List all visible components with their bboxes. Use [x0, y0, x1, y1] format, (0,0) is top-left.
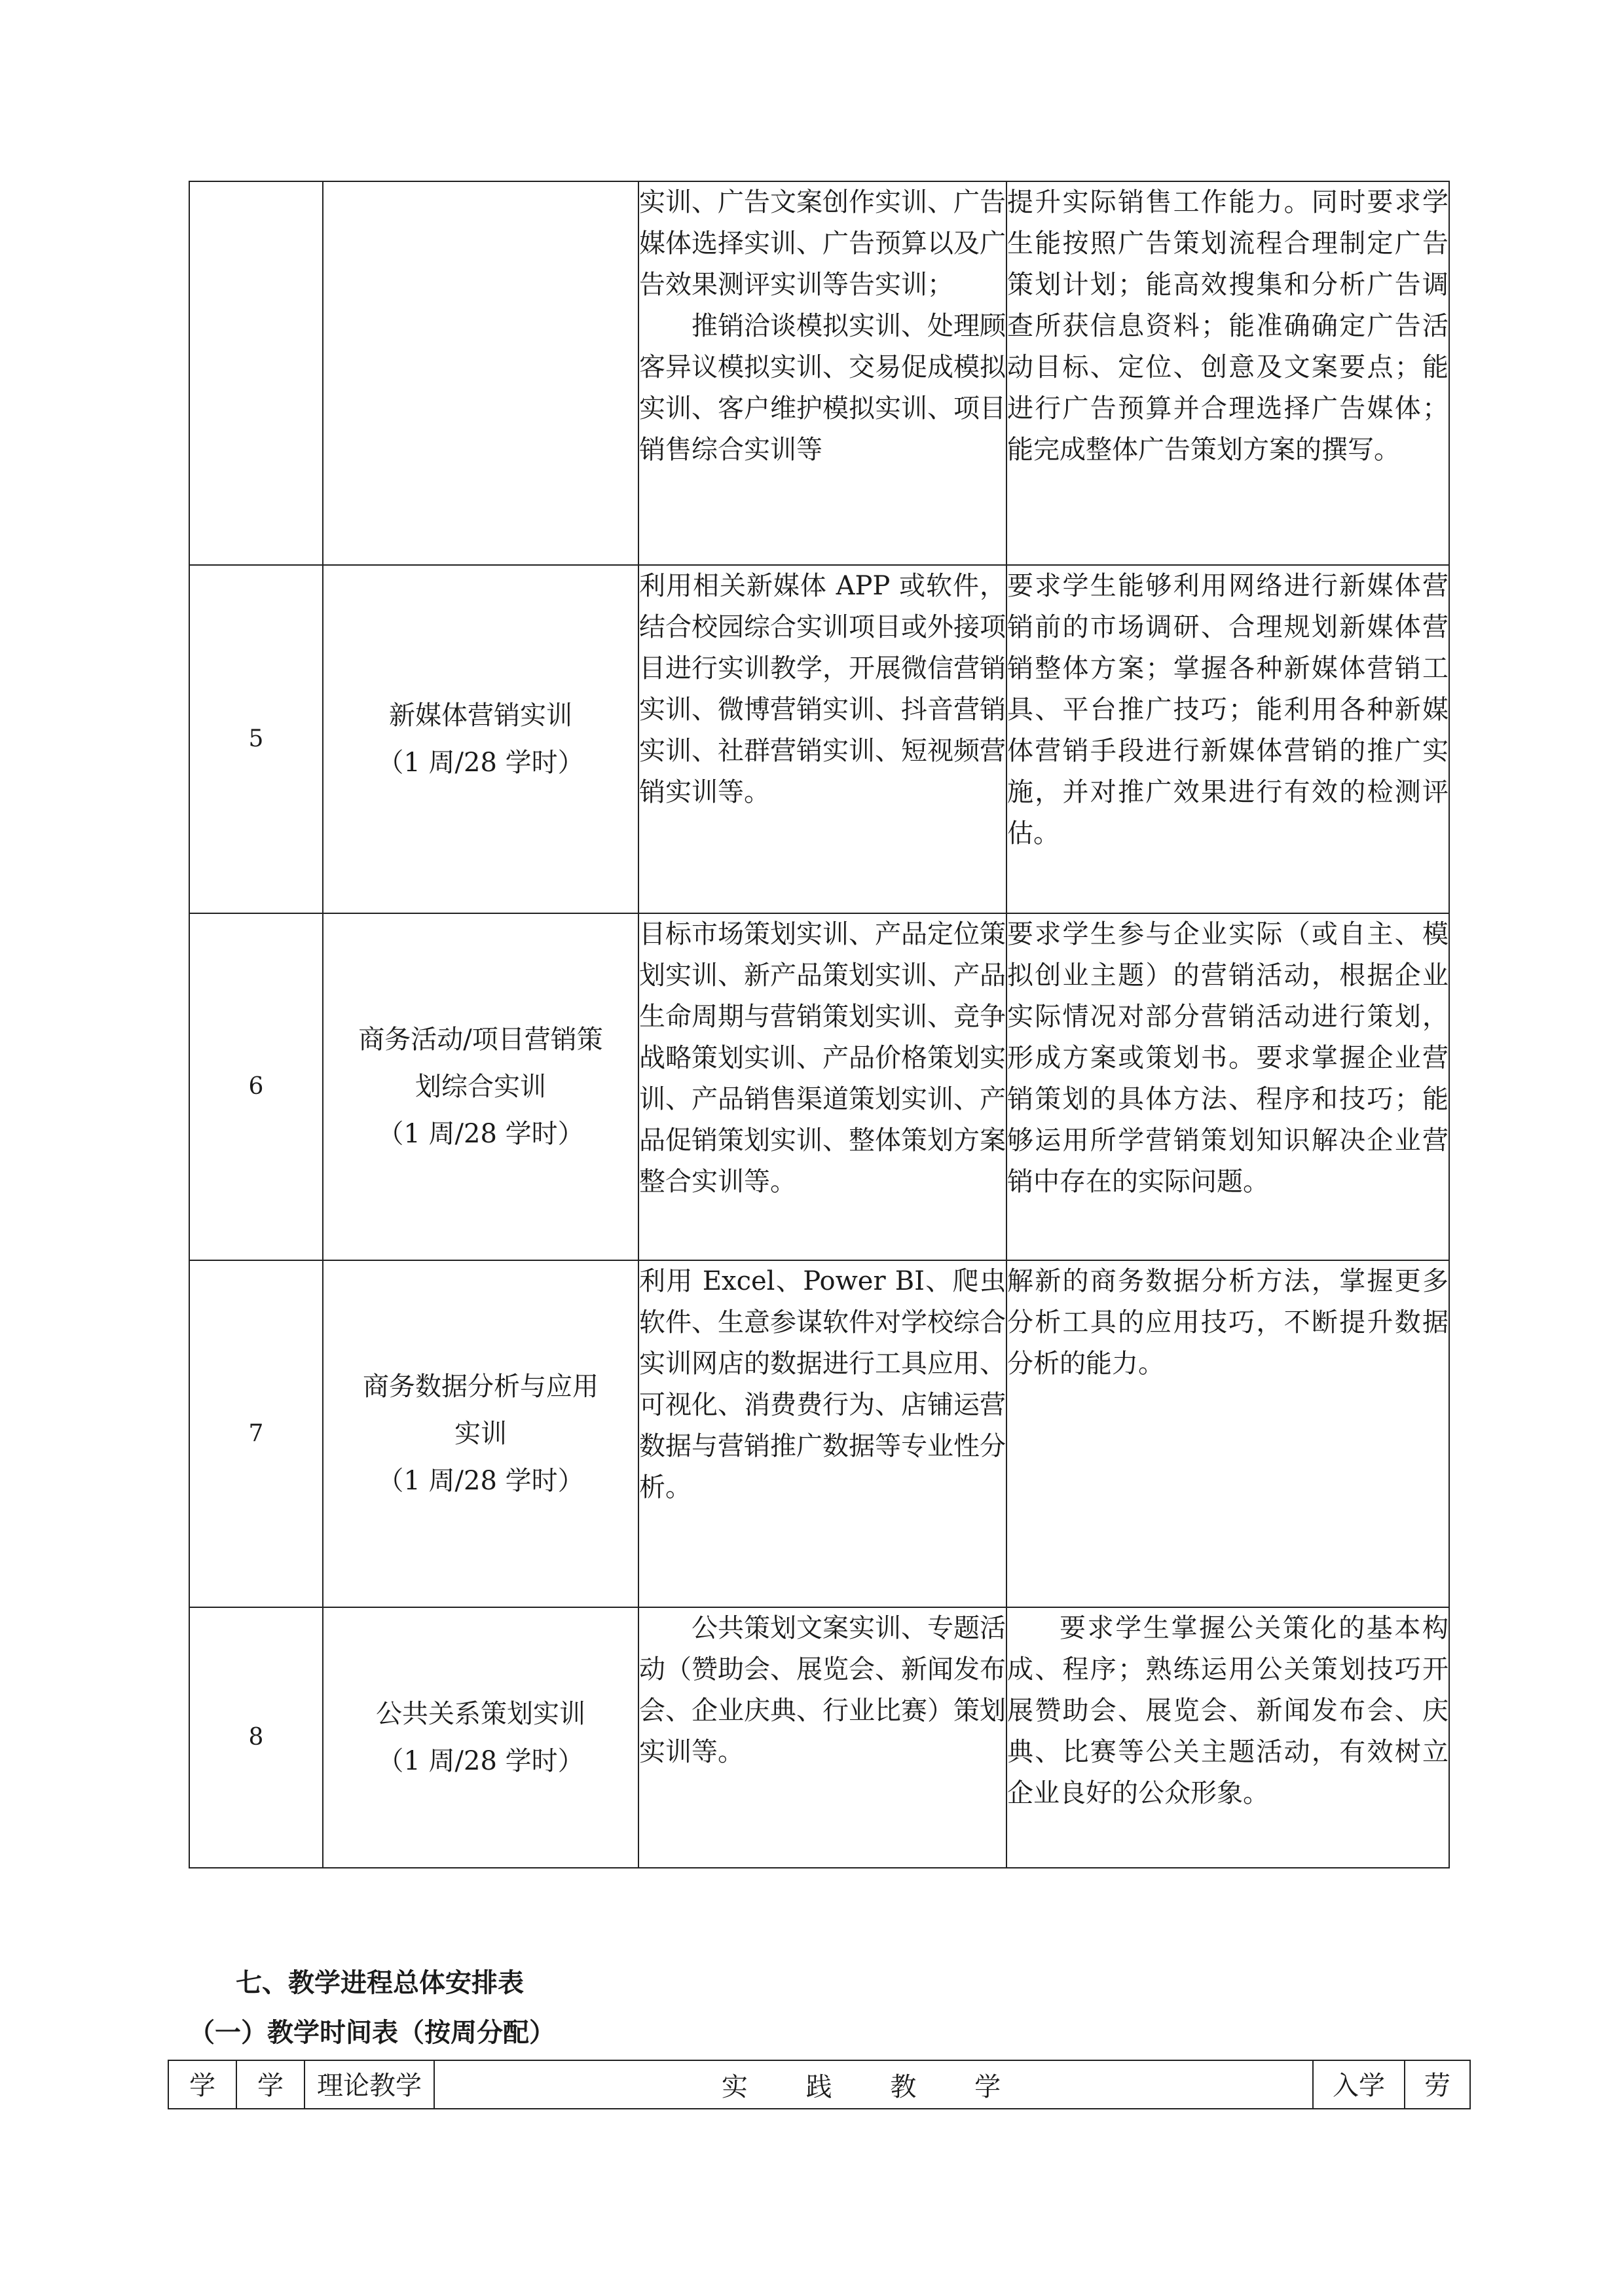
- course-name-cell: [323, 1607, 638, 1868]
- table-row: [189, 913, 1449, 1260]
- row-number-cell: 7: [189, 1260, 323, 1607]
- subsection-heading: （一）教学时间表（按周分配）: [189, 2017, 555, 2048]
- training-requirement-cell: [1006, 1260, 1449, 1607]
- row-number-cell: 8: [189, 1607, 323, 1868]
- requirement-paragraph: 要求学生参与企业实际（或自主、模拟创业主题）的营销活动，根据企业实际情况对部分营销活动进行策划，形成方案或策划书。要求掌握企业营销策划的具体方法、程序和技巧；能够运用所学营销策划知识解决企业营销中存在的实际问题。: [1007, 919, 1449, 1197]
- table-row: [189, 1607, 1449, 1868]
- header-cell-practice: 实 践 教 学: [434, 2060, 1313, 2109]
- header-cell-labor: 劳: [1405, 2060, 1470, 2109]
- training-requirement-cell: [1006, 181, 1449, 565]
- course-hours-line: （1 周/28 学时）: [377, 1119, 584, 1149]
- content-paragraph: 推销洽谈模拟实训、处理顾客异议模拟实训、交易促成模拟实训、客户维护模拟实训、项目销售综合实训等: [639, 311, 1006, 465]
- practical-training-table: [189, 181, 1450, 1868]
- course-name-cell: [323, 913, 638, 1260]
- requirement-paragraph: 解新的商务数据分析方法，掌握更多分析工具的应用技巧，不断提升数据分析的能力。: [1007, 1266, 1449, 1379]
- table-row: [189, 565, 1449, 913]
- course-name-line: 商务活动/项目营销策: [358, 1025, 603, 1055]
- course-name-line: 新媒体营销实训: [389, 701, 572, 731]
- course-name-cell: [323, 565, 638, 913]
- section-heading: 七、教学进程总体安排表: [236, 1967, 524, 1998]
- row-number-cell: [189, 181, 323, 565]
- content-paragraph: 实训、广告文案创作实训、广告媒体选择实训、广告预算以及广告效果测评实训等告实训；: [639, 187, 1006, 300]
- requirement-paragraph: 提升实际销售工作能力。同时要求学生能按照广告策划流程合理制定广告策划计划；能高效搜集和分析广告调查所获信息资料；能准确确定广告活动目标、定位、创意及文案要点；能进行广告预算并合理选择广告媒体；能完成整体广告策划方案的撰写。: [1007, 187, 1449, 465]
- course-name-line: 实训: [454, 1419, 507, 1449]
- course-name-cell: [323, 181, 638, 565]
- course-hours-line: （1 周/28 学时）: [377, 1746, 584, 1776]
- header-cell-theory: 理论教学: [304, 2060, 434, 2109]
- table-row: [189, 181, 1449, 565]
- training-content-cell: [638, 565, 1006, 913]
- content-paragraph: 利用相关新媒体 APP 或软件，结合校园综合实训项目或外接项目进行实训教学，开展微信营销实训、微博营销实训、抖音营销实训、社群营销实训、短视频营销实训等。: [639, 571, 1006, 807]
- table-row: [189, 1260, 1449, 1607]
- row-number-cell: 5: [189, 565, 323, 913]
- training-requirement-cell: [1006, 1607, 1449, 1868]
- course-name-line: 划综合实训: [415, 1072, 546, 1102]
- training-requirement-cell: [1006, 565, 1449, 913]
- training-content-cell: [638, 913, 1006, 1260]
- header-cell: 学: [168, 2060, 236, 2109]
- header-cell-enrollment: 入学: [1313, 2060, 1405, 2109]
- table-header-row: [168, 2060, 1470, 2109]
- content-paragraph: 公共策划文案实训、专题活动（赞助会、展览会、新闻发布会、企业庆典、行业比赛）策划实训等。: [639, 1613, 1006, 1767]
- course-hours-line: （1 周/28 学时）: [377, 748, 584, 778]
- course-name-line: 商务数据分析与应用: [363, 1372, 599, 1402]
- training-content-cell: [638, 1260, 1006, 1607]
- course-hours-line: （1 周/28 学时）: [377, 1466, 584, 1496]
- training-content-cell: [638, 1607, 1006, 1868]
- requirement-paragraph: 要求学生掌握公关策化的基本构成、程序；熟练运用公关策划技巧开展赞助会、展览会、新闻发布会、庆典、比赛等公关主题活动，有效树立企业良好的公众形象。: [1007, 1613, 1449, 1808]
- requirement-paragraph: 要求学生能够利用网络进行新媒体营销前的市场调研、合理规划新媒体营销整体方案；掌握各种新媒体营销工具、平台推广技巧；能利用各种新媒体营销手段进行新媒体营销的推广实施，并对推广效果进行有效的检测评估。: [1007, 571, 1449, 848]
- content-paragraph: 利用 Excel、Power BI、爬虫软件、生意参谋软件对学校综合实训网店的数据进行工具应用、可视化、消费费行为、店铺运营数据与营销推广数据等专业性分析。: [639, 1266, 1006, 1503]
- training-requirement-cell: [1006, 913, 1449, 1260]
- content-paragraph: 目标市场策划实训、产品定位策划实训、新产品策划实训、产品生命周期与营销策划实训、竞争战略策划实训、产品价格策划实训、产品销售渠道策划实训、产品促销策划实训、整体策划方案整合实训等。: [639, 919, 1006, 1197]
- course-name-line: 公共关系策划实训: [376, 1699, 585, 1729]
- course-name-cell: [323, 1260, 638, 1607]
- teaching-schedule-table: [168, 2060, 1471, 2109]
- training-content-cell: [638, 181, 1006, 565]
- row-number-cell: 6: [189, 913, 323, 1260]
- header-cell: 学: [236, 2060, 304, 2109]
